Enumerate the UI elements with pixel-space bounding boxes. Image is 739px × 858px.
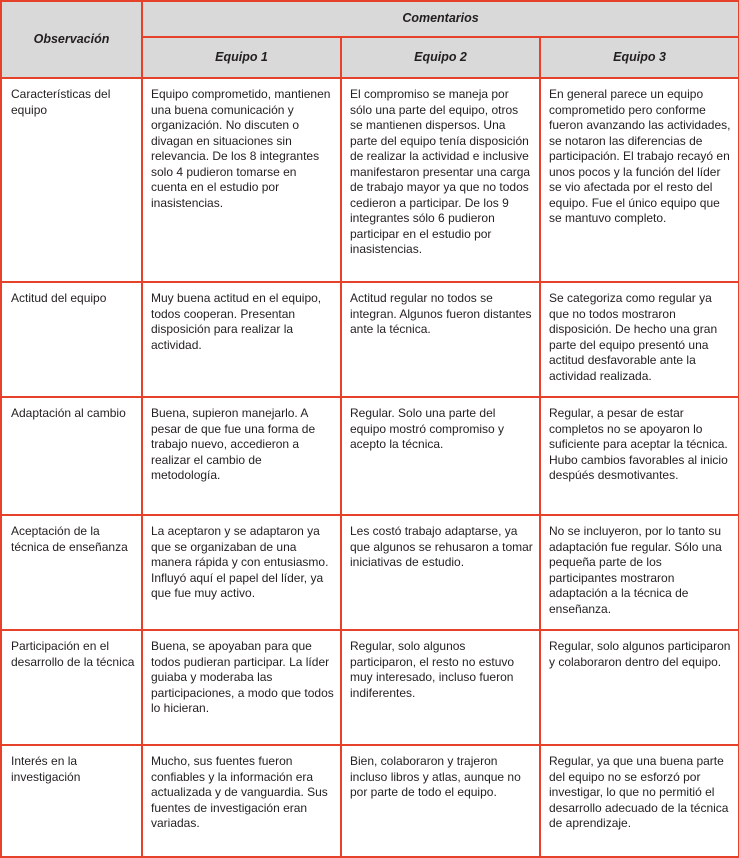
cell-equipo-3: Se categoriza como regular ya que no todos mostraron disposición. De hecho una gran parte del equipo presentó una actitud desfavorable ante la actividad realizada.: [540, 282, 739, 397]
cell-equipo-3: Regular, solo algunos participaron y colaboraron dentro del equipo.: [540, 630, 739, 745]
cell-equipo-2: Regular. Solo una parte del equipo mostró compromiso y acepto la técnica.: [341, 397, 540, 515]
cell-equipo-2: Bien, colaboraron y trajeron incluso libros y atlas, aunque no por parte de todo el equipo.: [341, 745, 540, 857]
table-row: [1, 630, 739, 745]
header-equipo-1: Equipo 1: [142, 37, 341, 78]
table-row: [1, 78, 739, 282]
cell-equipo-2: Les costó trabajo adaptarse, ya que algunos se rehusaron a tomar iniciativas de estudio.: [341, 515, 540, 630]
table-row: [1, 397, 739, 515]
cell-equipo-2: El compromiso se maneja por sólo una parte del equipo, otros se mantienen dispersos. Una parte del equipo tenía disposición de realizar la actividad e inclusive manifestaron presentar una carga de trabajo mayor ya que no todos cedieron a participar. De los 9 integrantes sólo 6 pudieron participar en el estudio por inasistencias.: [341, 78, 540, 282]
cell-equipo-1: Mucho, sus fuentes fueron confiables y la información era actualizada y de vanguardia. Sus fuentes de investigación eran variadas.: [142, 745, 341, 857]
row-label: Participación en el desarrollo de la técnica: [1, 630, 142, 745]
cell-equipo-1: La aceptaron y se adaptaron ya que se organizaban de una manera rápida y con entusiasmo. Influyó aquí el papel del líder, ya que fue muy activo.: [142, 515, 341, 630]
table-row: [1, 515, 739, 630]
cell-equipo-1: Buena, se apoyaban para que todos pudieran participar. La líder guiaba y moderaba las participaciones, a modo que todos lo hicieran.: [142, 630, 341, 745]
header-comentarios: Comentarios: [142, 1, 739, 37]
table-row: [1, 282, 739, 397]
row-label: Adaptación al cambio: [1, 397, 142, 515]
header-row: [1, 1, 739, 37]
cell-equipo-3: Regular, ya que una buena parte del equipo no se esforzó por investigar, lo que no permitió el desarrollo adecuado de la técnica de aprendizaje.: [540, 745, 739, 857]
cell-equipo-3: Regular, a pesar de estar completos no se apoyaron lo suficiente para aceptar la técnica. Hubo cambios favorables al inicio despúés desmotivantes.: [540, 397, 739, 515]
table-row: [1, 745, 739, 857]
cell-equipo-2: Regular, solo algunos participaron, el resto no estuvo muy interesado, incluso fueron indiferentes.: [341, 630, 540, 745]
row-label: Interés en la investigación: [1, 745, 142, 857]
header-observacion: Observación: [1, 1, 142, 78]
cell-equipo-3: En general parece un equipo comprometido pero conforme fueron avanzando las actividades, se notaron las diferencias de participación. El trabajo recayó en unos pocos y la función del líder se vio afectada por el resto del equipo. Fue el único equipo que se mantuvo completo.: [540, 78, 739, 282]
header-equipo-2: Equipo 2: [341, 37, 540, 78]
header-equipo-3: Equipo 3: [540, 37, 739, 78]
row-label: Aceptación de la técnica de enseñanza: [1, 515, 142, 630]
cell-equipo-2: Actitud regular no todos se integran. Algunos fueron distantes ante la técnica.: [341, 282, 540, 397]
cell-equipo-1: Equipo comprometido, mantienen una buena comunicación y organización. No discuten o divagan en situaciones sin relevancia. De los 8 integrantes solo 4 pudieron tomarse en cuenta en el estudio por inasistencias.: [142, 78, 341, 282]
row-label: Características del equipo: [1, 78, 142, 282]
row-label: Actitud del equipo: [1, 282, 142, 397]
cell-equipo-1: Muy buena actitud en el equipo, todos cooperan. Presentan disposición para realizar la actividad.: [142, 282, 341, 397]
cell-equipo-1: Buena, supieron manejarlo. A pesar de que fue una forma de trabajo nuevo, accedieron a realizar el cambio de metodología.: [142, 397, 341, 515]
cell-equipo-3: No se incluyeron, por lo tanto su adaptación fue regular. Sólo una pequeña parte de los participantes mostraron adaptación a la técnica de enseñanza.: [540, 515, 739, 630]
